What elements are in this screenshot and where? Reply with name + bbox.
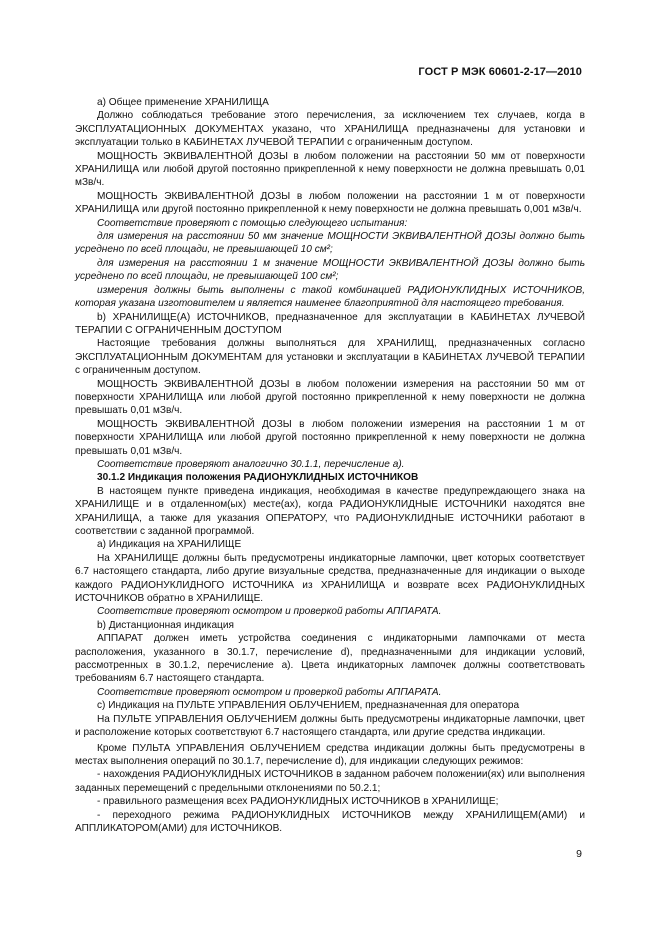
paragraph: МОЩНОСТЬ ЭКВИВАЛЕНТНОЙ ДОЗЫ в любом положении на расстоянии 50 мм от поверхности ХРАНИЛИЩА или любой другой постоянно прикрепленной к нему поверхности не должна превышать 0,01 мЗв/ч. — [75, 150, 585, 189]
section-heading: 30.1.2 Индикация положения РАДИОНУКЛИДНЫХ ИСТОЧНИКОВ — [97, 472, 419, 484]
paragraph: для измерения на расстоянии 50 мм значение МОЩНОСТИ ЭКВИВАЛЕНТНОЙ ДОЗЫ должно быть усреднено по всей площади, не превышающей 10 см²; — [75, 231, 585, 256]
paragraph: Соответствие проверяют осмотром и проверкой работы АППАРАТА. — [97, 686, 442, 698]
paragraph: b) ХРАНИЛИЩЕ(А) ИСТОЧНИКОВ, предназначенное для эксплуатации в КАБИНЕТАХ ЛУЧЕВОЙ ТЕРАПИИ С ОГРАНИЧЕННЫМ ДОСТУПОМ — [75, 311, 585, 336]
paragraph: На ПУЛЬТЕ УПРАВЛЕНИЯ ОБЛУЧЕНИЕМ должны быть предусмотрены индикаторные лампочки, цвет и расположение которых соответствуют 6.7 настоящего стандарта, или другие средства индикации. — [75, 713, 585, 739]
paragraph: Кроме ПУЛЬТА УПРАВЛЕНИЯ ОБЛУЧЕНИЕМ средства индикации должны быть предусмотрены в местах выполнения операций по 30.1.7, перечисление d), для индикации следующих режимов: — [75, 742, 585, 767]
paragraph: - переходного режима РАДИОНУКЛИДНЫХ ИСТОЧНИКОВ между ХРАНИЛИЩЕМ(АМИ) и АППЛИКАТОРОМ(АМИ) для ИСТОЧНИКОВ. — [75, 809, 585, 834]
paragraph: В настоящем пункте приведена индикация, необходимая в качестве предупреждающего знака на ХРАНИЛИЩЕ и в отдаленном(ых) месте(ах), когда РАДИОНУКЛИДНЫЕ ИСТОЧНИКИ находятся вне ХРАНИЛИЩА, а также для указания ОПЕРАТОРУ, что РАДИОНУКЛИДНЫЕ ИСТОЧНИКИ работают в соответствии с заданной программой. — [75, 485, 585, 537]
paragraph: Должно соблюдаться требование этого перечисления, за исключением тех случаев, когда в ЭКСПЛУАТАЦИОННЫХ ДОКУМЕНТАХ указано, что ХРАНИЛИЩА предназначены для установки и эксплуатации только в КАБИНЕТАХ ЛУЧЕВОЙ ТЕРАПИИ с ограниченным доступом. — [75, 110, 585, 149]
paragraph: b) Дистанционная индикация — [97, 619, 234, 631]
paragraph: c) Индикация на ПУЛЬТЕ УПРАВЛЕНИЯ ОБЛУЧЕНИЕМ, предназначенная для оператора — [97, 700, 520, 712]
paragraph: измерения должны быть выполнены с такой комбинацией РАДИОНУКЛИДНЫХ ИСТОЧНИКОВ, которая указана изготовителем и является наименее благоприятной для настоящего требования. — [75, 284, 585, 310]
paragraph: Соответствие проверяют с помощью следующего испытания: — [97, 217, 408, 229]
page-number: 9 — [576, 848, 582, 860]
paragraph: МОЩНОСТЬ ЭКВИВАЛЕНТНОЙ ДОЗЫ в любом положении измерения на расстоянии 50 мм от поверхности ХРАНИЛИЩА или любой другой постоянно прикрепленной к нему поверхности не должна превышать 0,01 мЗв/ч. — [75, 378, 585, 417]
paragraph: Настоящие требования должны выполняться для ХРАНИЛИЩ, предназначенных согласно ЭКСПЛУАТАЦИОННЫМ ДОКУМЕНТАМ для установки и эксплуатации в КАБИНЕТАХ ЛУЧЕВОЙ ТЕРАПИИ с ограниченным доступом. — [75, 338, 585, 377]
paragraph: На ХРАНИЛИЩЕ должны быть предусмотрены индикаторные лампочки, цвет которых соответствует 6.7 настоящего стандарта, либо другие визуальные средства, предназначенные для индикации о выходе каждого РАДИОНУКЛИДНОГО ИСТОЧНИКА из ХРАНИЛИЩА и возврате всех РАДИОНУКЛИДНЫХ ИСТОЧНИКОВ обратно в ХРАНИЛИЩЕ. — [75, 552, 585, 605]
paragraph: - нахождения РАДИОНУКЛИДНЫХ ИСТОЧНИКОВ в заданном рабочем положении(ях) или выполнения заданных перемещений с предельными отклонениями по 50.2.1; — [75, 769, 585, 794]
paragraph: МОЩНОСТЬ ЭКВИВАЛЕНТНОЙ ДОЗЫ в любом положении на расстоянии 1 м от поверхности ХРАНИЛИЩА или другой постоянно прикрепленной к нему поверхности не должна превышать 0,001 мЗв/ч. — [75, 190, 585, 216]
paragraph: Соответствие проверяют осмотром и проверкой работы АППАРАТА. — [97, 606, 442, 618]
paragraph: АППАРАТ должен иметь устройства соединения с индикаторными лампочками от места расположения, указанного в 30.1.7, перечисление d), предназначенными для индикации условий, рассмотренных в 30.1.2, перечисление а). Цвета индикаторных лампочек должны соответствовать требованиям 6.7 настоящего стандарта. — [75, 633, 585, 685]
paragraph: a) Общее применение ХРАНИЛИЩА — [97, 97, 269, 108]
paragraph: - правильного размещения всех РАДИОНУКЛИДНЫХ ИСТОЧНИКОВ в ХРАНИЛИЩЕ; — [97, 796, 499, 808]
document-body — [75, 96, 585, 835]
standard-code-header: ГОСТ Р МЭК 60601-2-17—2010 — [418, 66, 582, 78]
paragraph: для измерения на расстоянии 1 м значение МОЩНОСТИ ЭКВИВАЛЕНТНОЙ ДОЗЫ должно быть усреднено по всей площади, не превышающей 100 см²; — [75, 257, 585, 283]
paragraph: МОЩНОСТЬ ЭКВИВАЛЕНТНОЙ ДОЗЫ в любом положении измерения на расстоянии 1 м от поверхности ХРАНИЛИЩА или любой другой постоянно прикрепленной к нему поверхности не должна превышать 0,01 мЗв/ч. — [75, 418, 585, 457]
paragraph: a) Индикация на ХРАНИЛИЩЕ — [97, 539, 242, 551]
paragraph: Соответствие проверяют аналогично 30.1.1, перечисление а). — [97, 458, 405, 470]
